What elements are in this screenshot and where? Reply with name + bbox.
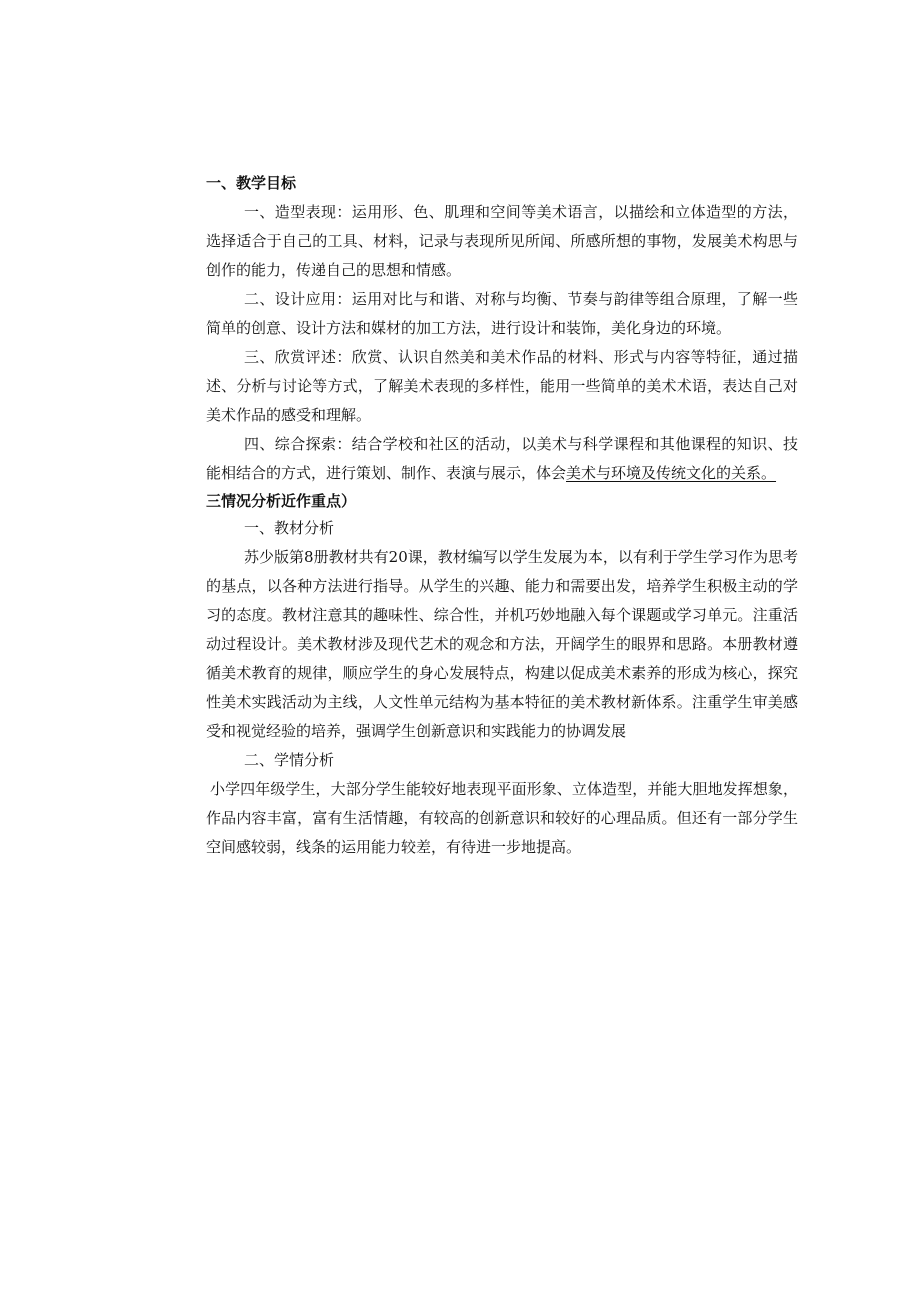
subheading-student-analysis: 二、学情分析 — [244, 751, 335, 769]
goal-paragraph-design: 二、设计应用：运用对比与和谐、对称与均衡、节奏与韵律等组合原理，了解一些简单的创意、设计方法和媒材的加工方法，进行设计和装饰，美化身边的环境。 — [206, 290, 798, 337]
textbook-analysis-paragraph: 苏少版第8册教材共有20课，教材编写以学生发展为本，以有利于学生学习作为思考的基点，以各种方法进行指导。从学生的兴趣、能力和需要出发，培养学生积极主动的学习的态度。教材注意其的趣味性、综合性，并机巧妙地融入每个课题或学习单元。注重活动过程设计。美术教材涉及现代艺术的观念和方法，开阔学生的眼界和思路。本册教材遵循美术教育的规律，顺应学生的身心发展特点，构建以促成美术素养的形成为核心，探究性美术实践活动为主线，人文性单元结构为基本特征的美术教材新体系。注重学生审美感受和视觉经验的培养，强调学生创新意识和实践能力的协调发展 — [206, 548, 798, 740]
goal-exploration-text: 四、综合探索：结合学校和社区的活动，以美术与科学课程和其他课程的知识、技能相结合的方式，进行策划、制作、表演与展示，体会 — [206, 435, 798, 482]
document-page — [206, 170, 798, 862]
section-heading-analysis: 三情况分析近作重点） — [206, 492, 357, 510]
goal-paragraph-appreciation: 三、欣赏评述：欣赏、认识自然美和美术作品的材料、形式与内容等特征，通过描述、分析与讨论等方式，了解美术表现的多样性，能用一些简单的美术术语，表达自己对美术作品的感受和理解。 — [206, 348, 798, 424]
goal-exploration-underlined-text: 美术与环境及传统文化的关系。 — [566, 464, 777, 482]
subheading-textbook-analysis: 一、教材分析 — [244, 519, 335, 537]
section-heading-teaching-goals: 一、教学目标 — [206, 174, 297, 192]
goal-paragraph-modeling: 一、造型表现：运用形、色、肌理和空间等美术语言，以描绘和立体造型的方法，选择适合于自己的工具、材料，记录与表现所见所闻、所感所想的事物，发展美术构思与创作的能力，传递自己的思想和情感。 — [206, 203, 798, 279]
goal-paragraph-exploration — [206, 430, 798, 488]
student-analysis-paragraph: 小学四年级学生，大部分学生能较好地表现平面形象、立体造型，并能大胆地发挥想象，作品内容丰富，富有生活情趣，有较高的创新意识和较好的心理品质。但还有一部分学生空间感较弱，线条的运用能力较差，有待进一步地提高。 — [206, 780, 798, 856]
